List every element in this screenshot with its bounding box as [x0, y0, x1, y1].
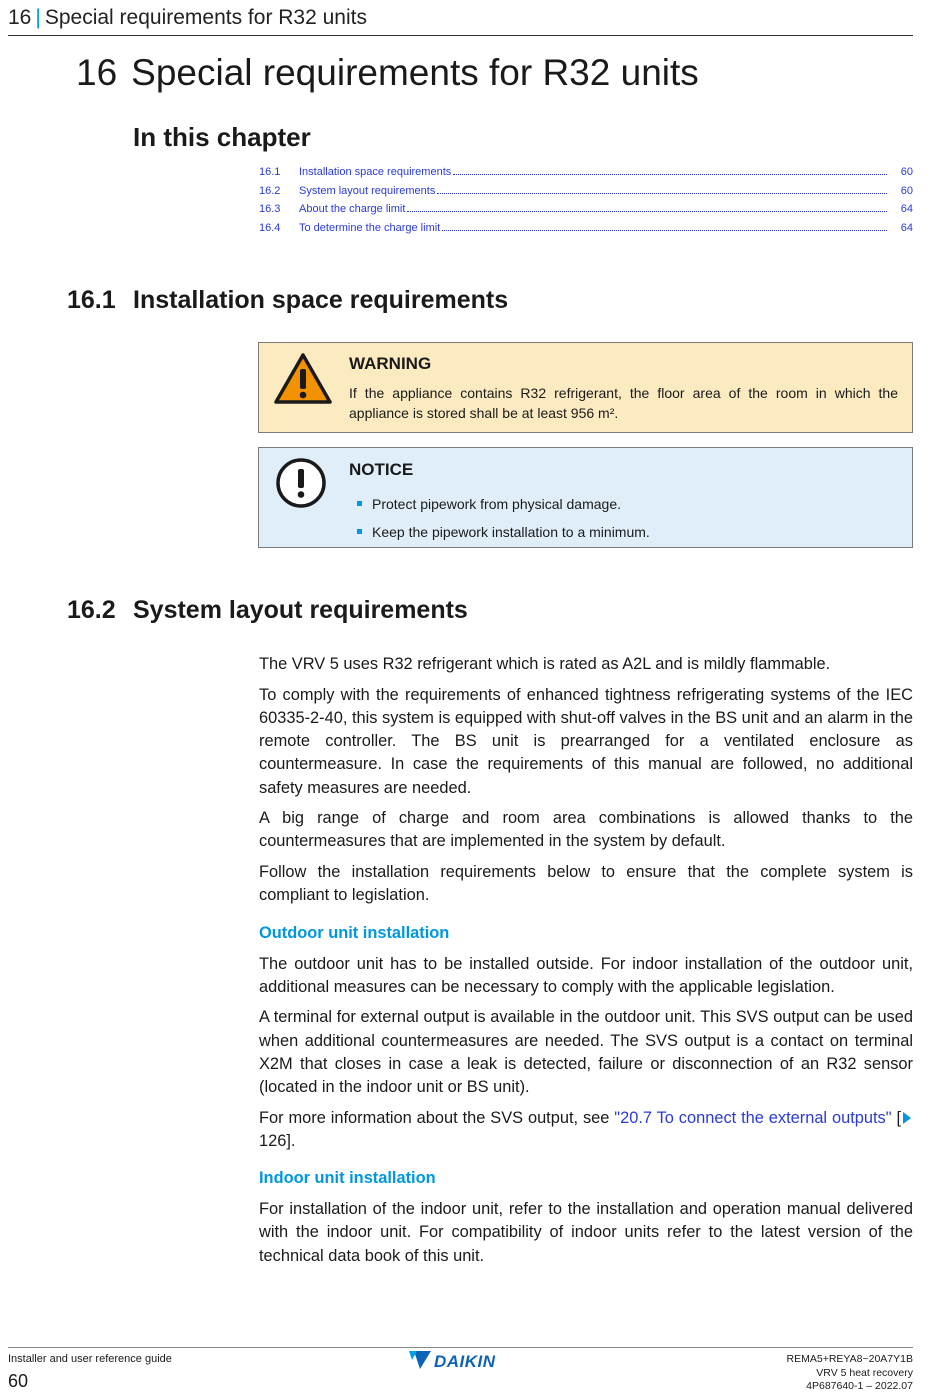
- paragraph: A big range of charge and room area combinations is allowed thanks to the countermeasures that are implemented in the system by default.: [259, 809, 913, 851]
- toc-page: 64: [900, 203, 913, 216]
- paragraph: The outdoor unit has to be installed outside. For indoor installation of the outdoor unit, additional measures can be necessary to comply with the applicable legislation.: [259, 954, 913, 996]
- chapter-toc: [259, 166, 913, 241]
- section-title-text: System layout requirements: [133, 596, 468, 624]
- toc-page: 64: [900, 222, 913, 235]
- toc-entry-16-3[interactable]: [259, 203, 913, 222]
- toc-leader: [453, 174, 887, 175]
- footer-rule: [8, 1347, 913, 1348]
- notice-title: NOTICE: [349, 460, 414, 479]
- daikin-brand-text: DAIKIN: [434, 1352, 496, 1371]
- section-16-2-body: [259, 653, 913, 1275]
- ref-prefix: For more information about the SVS output, see: [259, 1108, 615, 1127]
- section-heading-16-1: [67, 286, 508, 315]
- section-number: 16.2: [67, 596, 116, 624]
- daikin-logo: [408, 1352, 496, 1372]
- chapter-title: [76, 52, 699, 94]
- running-header: [8, 6, 367, 30]
- toc-num: 16.2: [259, 184, 281, 197]
- ref-suffix: ].: [286, 1131, 296, 1150]
- section-heading-16-2: [67, 596, 468, 625]
- svs-reference-paragraph: [259, 1107, 913, 1153]
- footer-model: REMA5+REYA8~20A7Y1B: [786, 1353, 913, 1365]
- footer-product: VRV 5 heat recovery: [816, 1366, 913, 1379]
- toc-page: 60: [900, 166, 913, 178]
- chapter-number: 16: [76, 52, 118, 93]
- paragraph: For installation of the indoor unit, refer to the installation and operation manual delivered with the indoor unit. For compatibility of indoor units refer to the latest version of the technical data book of this unit.: [259, 1200, 913, 1265]
- warning-title: WARNING: [349, 354, 432, 373]
- paragraph: The VRV 5 uses R32 refrigerant which is rated as A2L and is mildly flammable.: [259, 655, 831, 673]
- toc-leader: [442, 230, 887, 231]
- toc-label: To determine the charge limit: [299, 222, 441, 235]
- toc-num: 16.3: [259, 203, 281, 216]
- notice-list: [357, 490, 650, 546]
- chapter-title-text: Special requirements for R32 units: [131, 52, 699, 93]
- section-title-text: Installation space requirements: [133, 286, 509, 314]
- toc-entry-16-2[interactable]: [259, 185, 913, 204]
- toc-num: 16.4: [259, 222, 281, 235]
- running-header-title: Special requirements for R32 units: [44, 6, 367, 29]
- toc-entry-16-4[interactable]: [259, 222, 913, 241]
- toc-label: System layout requirements: [299, 184, 436, 197]
- page-ref-link[interactable]: 126: [259, 1131, 287, 1150]
- paragraph: A terminal for external output is available in the outdoor unit. This SVS output can be used when additional countermeasures are needed. The SVS output is a contact on terminal X2M that closes in case a leak is detected, failure or disconnection of an R32 sensor (located in the indoor unit or BS unit).: [259, 1008, 913, 1097]
- toc-leader: [437, 193, 887, 194]
- header-rule: [8, 35, 913, 36]
- page-arrow-icon: [903, 1112, 911, 1124]
- notice-item: Keep the pipework installation to a minimum.: [357, 518, 650, 546]
- toc-leader: [407, 211, 887, 212]
- ref-open: [: [891, 1108, 902, 1127]
- warning-triangle-icon: [273, 352, 333, 411]
- paragraph: To comply with the requirements of enhanced tightness refrigerating systems of the IEC 60335-2-40, this system is equipped with shut-off valves in the BS unit and an alarm in the remote controller. The BS unit is prearranged for a ventilated enclosure as countermeasure. In case the requirements of this manual are followed, no additional safety measures are needed.: [259, 685, 913, 797]
- notice-item: Protect pipework from physical damage.: [357, 490, 650, 518]
- section-number: 16.1: [67, 286, 116, 314]
- daikin-logo-mark-icon: [408, 1350, 432, 1375]
- footer-doc-info: [787, 1353, 913, 1393]
- footer-doc-number: 4P687640-1 – 2022.07: [806, 1380, 913, 1392]
- in-this-chapter-heading: In this chapter: [133, 122, 311, 152]
- paragraph: Follow the installation requirements below to ensure that the complete system is compliant to legislation.: [259, 863, 913, 905]
- toc-label: Installation space requirements: [299, 166, 452, 178]
- exclamation-circle-icon: [275, 457, 327, 514]
- outdoor-unit-heading: Outdoor unit installation: [259, 923, 450, 942]
- warning-box: [258, 342, 913, 433]
- toc-num: 16.1: [259, 166, 281, 178]
- footer-guide-title: Installer and user reference guide: [8, 1353, 172, 1365]
- footer-page-number: 60: [8, 1371, 29, 1391]
- running-header-chapter-num: 16: [8, 6, 32, 29]
- svs-output-link[interactable]: "20.7 To connect the external outputs": [614, 1108, 892, 1127]
- notice-box: [258, 447, 913, 548]
- header-separator: |: [35, 6, 41, 29]
- toc-entry-16-1[interactable]: [259, 166, 913, 185]
- warning-text: If the appliance contains R32 refrigerant, the floor area of the room in which the appliance is stored shall be at least 956 m².: [349, 385, 898, 421]
- toc-label: About the charge limit: [299, 203, 406, 216]
- indoor-unit-heading: Indoor unit installation: [259, 1169, 436, 1188]
- toc-page: 60: [900, 184, 913, 197]
